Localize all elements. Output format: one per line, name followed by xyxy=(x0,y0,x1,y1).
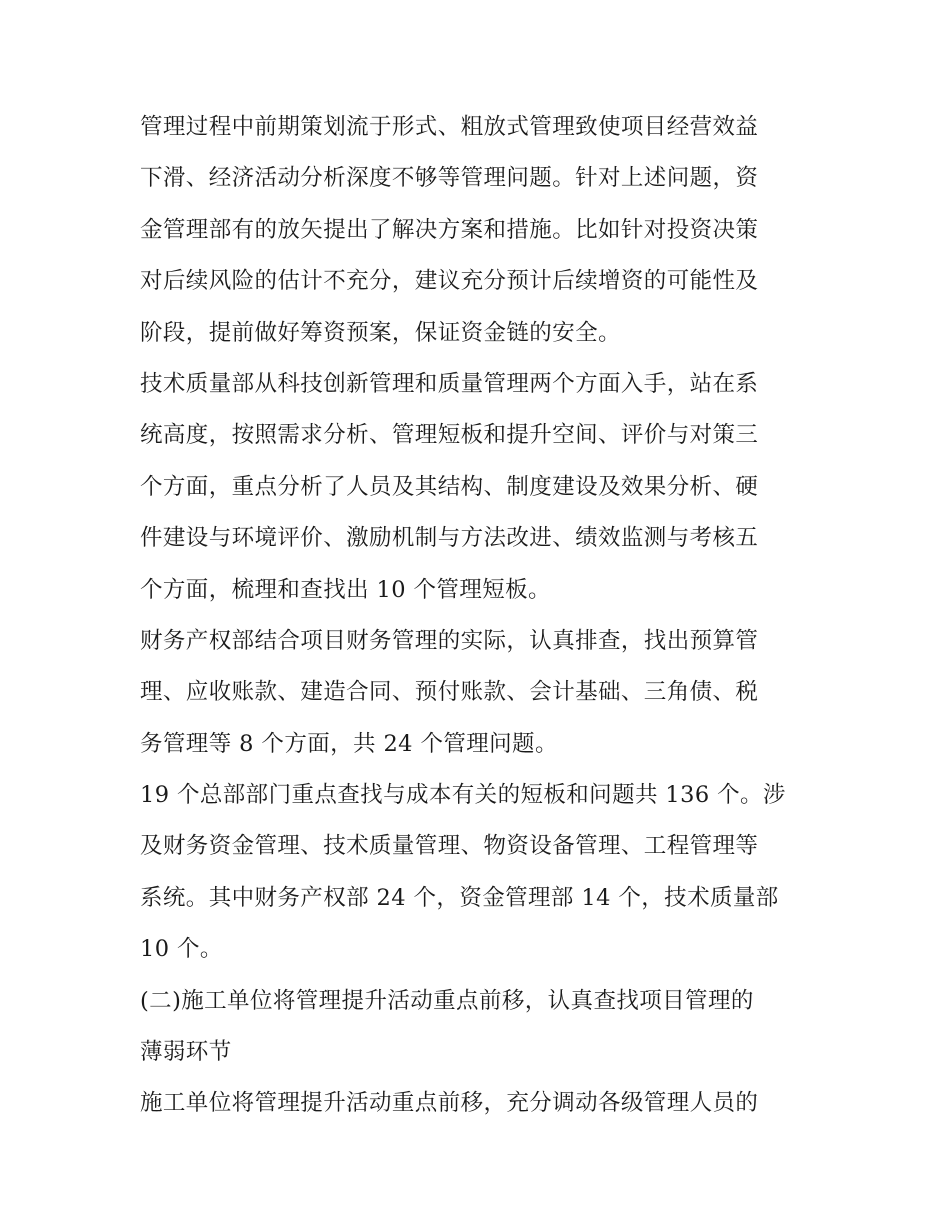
text-line: 对后续风险的估计不充分，建议充分预计后续增资的可能性及 xyxy=(140,268,759,295)
text-line: 理、应收账款、建造合同、预付账款、会计基础、三角债、税 xyxy=(140,679,759,706)
text-line: 系统。其中财务产权部 24 个，资金管理部 14 个，技术质量部 xyxy=(140,884,779,911)
text-line: 件建设与环境评价、激励机制与方法改进、绩效监测与考核五 xyxy=(140,525,759,552)
text-line: 阶段，提前做好筹资预案，保证资金链的安全。 xyxy=(140,319,621,346)
text-line: 个方面，梳理和查找出 10 个管理短板。 xyxy=(140,576,551,603)
section-heading: (二)施工单位将管理提升活动重点前移，认真查找项目管理的 xyxy=(140,987,754,1014)
text-line: 下滑、经济活动分析深度不够等管理问题。针对上述问题，资 xyxy=(140,165,759,192)
text-line: 金管理部有的放矢提出了解决方案和措施。比如针对投资决策 xyxy=(140,216,759,243)
text-line: 19 个总部部门重点查找与成本有关的短板和问题共 136 个。涉 xyxy=(140,782,786,809)
text-line: 及财务资金管理、技术质量管理、物资设备管理、工程管理等 xyxy=(140,833,759,860)
text-line: 管理过程中前期策划流于形式、粗放式管理致使项目经营效益 xyxy=(140,114,759,140)
text-line: 财务产权部结合项目财务管理的实际，认真排查，找出预算管 xyxy=(140,627,759,654)
section-heading: 薄弱环节 xyxy=(140,1039,232,1066)
text-line: 施工单位将管理提升活动重点前移，充分调动各级管理人员的 xyxy=(140,1090,759,1117)
body-text xyxy=(140,102,812,1130)
text-line: 务管理等 8 个方面，共 24 个管理问题。 xyxy=(140,730,558,757)
text-line: 技术质量部从科技创新管理和质量管理两个方面入手，站在系 xyxy=(140,370,759,397)
text-line: 统高度，按照需求分析、管理短板和提升空间、评价与对策三 xyxy=(140,422,759,449)
text-line: 10 个。 xyxy=(140,936,223,963)
text-line: 个方面，重点分析了人员及其结构、制度建设及效果分析、硬 xyxy=(140,473,759,500)
